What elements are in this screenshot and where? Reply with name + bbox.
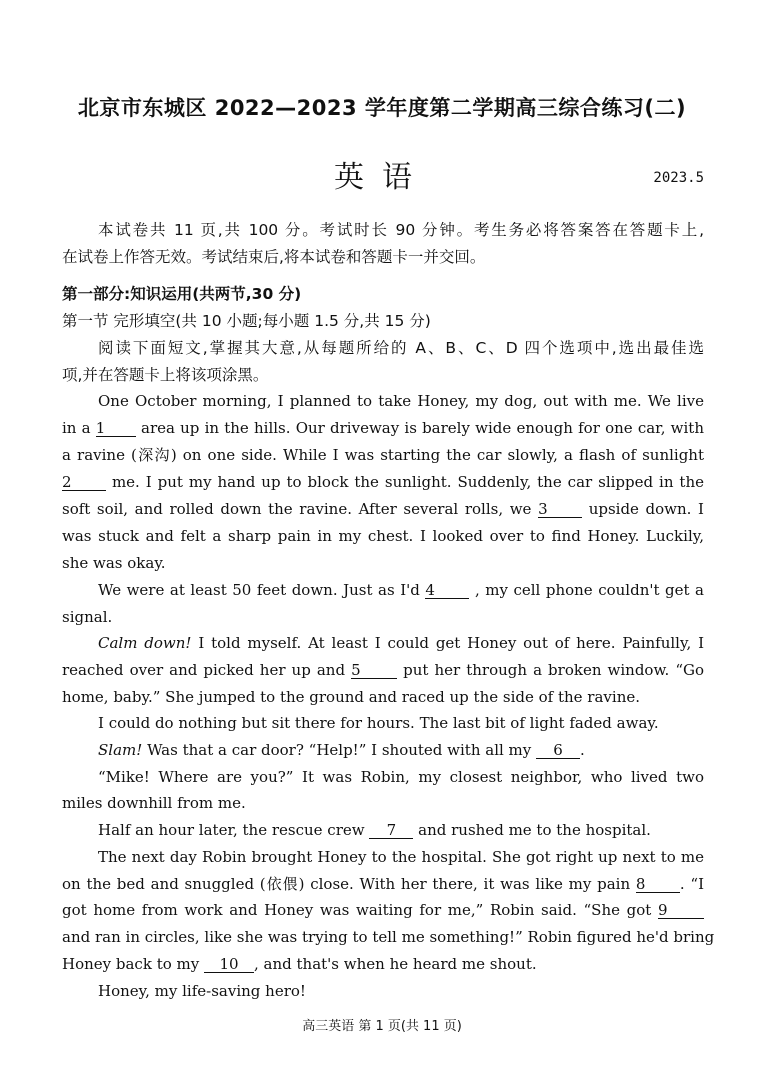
passage-line: We were at least 50 feet down. Just as I'd 4 , my cell phone couldn't get a [98,581,704,599]
instruction-line-1: 阅读下面短文,掌握其大意,从每题所给的 A、B、C、D 四个选项中,选出最佳选 [98,339,704,357]
part-heading: 第一部分:知识运用(共两节,30 分) [62,285,302,303]
passage-line: a ravine (深沟) on one side. While I was starting the car slowly, a flash of sunlight [62,446,704,464]
passage-line: home, baby.” She jumped to the ground and raced up the side of the ravine. [62,688,640,706]
passage-line: miles downhill from me. [62,794,246,812]
page-footer: 高三英语 第 1 页(共 11 页) [302,1019,462,1034]
blank-6: 6 [536,742,580,759]
passage-line: 2 me. I put my hand up to block the sunlight. Suddenly, the car slipped in the [62,473,704,491]
intro-line-2: 在试卷上作答无效。考试结束后,将本试卷和答题卡一并交回。 [62,248,486,266]
blank-10: 10 [204,956,254,973]
passage-line: Calm down! I told myself. At least I could get Honey out of here. Painfully, I [98,634,704,652]
instruction-line-2: 项,并在答题卡上将该项涂黑。 [62,366,269,384]
passage-line: Honey, my life-saving hero! [98,982,306,1000]
passage-line: was stuck and felt a sharp pain in my chest. I looked over to find Honey. Luckily, [62,527,704,545]
passage-line: she was okay. [62,554,166,572]
passage-line: “Mike! Where are you?” It was Robin, my closest neighbor, who lived two [98,768,704,786]
passage-line: signal. [62,608,113,626]
exam-date: 2023.5 [653,170,704,186]
blank-2: 2 [62,474,106,491]
blank-9: 9 [658,902,704,919]
subsection-heading: 第一节 完形填空(共 10 小题;每小题 1.5 分,共 15 分) [62,312,431,330]
subject-heading: 英语 [334,160,430,195]
blank-1: 1 [96,420,136,437]
passage-line: I could do nothing but sit there for hours. The last bit of light faded away. [98,714,659,732]
blank-3: 3 [538,501,582,518]
passage-line: reached over and picked her up and 5 put her through a broken window. “Go [62,661,704,679]
passage-line: Half an hour later, the rescue crew 7 and rushed me to the hospital. [98,821,651,839]
passage-line: got home from work and Honey was waiting for me,” Robin said. “She got 9 [62,900,704,920]
blank-5: 5 [351,662,397,679]
blank-4: 4 [425,582,469,599]
passage-line: and ran in circles, like she was trying to tell me something!” Robin figured he'd bring [62,928,715,946]
intro-line-1: 本试卷共 11 页,共 100 分。考试时长 90 分钟。考生务必将答案答在答题卡上, [98,221,704,239]
passage-line: in a 1 area up in the hills. Our driveway is barely wide enough for one car, with [62,419,704,437]
blank-8: 8 [636,876,680,893]
passage-line: The next day Robin brought Honey to the hospital. She got right up next to me [98,848,704,866]
blank-7: 7 [369,822,413,839]
passage-line: on the bed and snuggled (依偎) close. With her there, it was like my pain 8 . “I [62,875,704,893]
passage-line: Honey back to my 10 , and that's when he heard me shout. [62,955,537,973]
passage-line: One October morning, I planned to take Honey, my dog, out with me. We live [98,392,704,410]
passage-line: Slam! Was that a car door? “Help!” I shouted with all my 6 . [98,741,585,759]
passage-line: soft soil, and rolled down the ravine. After several rolls, we 3 upside down. I [62,500,704,518]
exam-title: 北京市东城区 2022—2023 学年度第二学期高三综合练习(二) [77,96,687,120]
